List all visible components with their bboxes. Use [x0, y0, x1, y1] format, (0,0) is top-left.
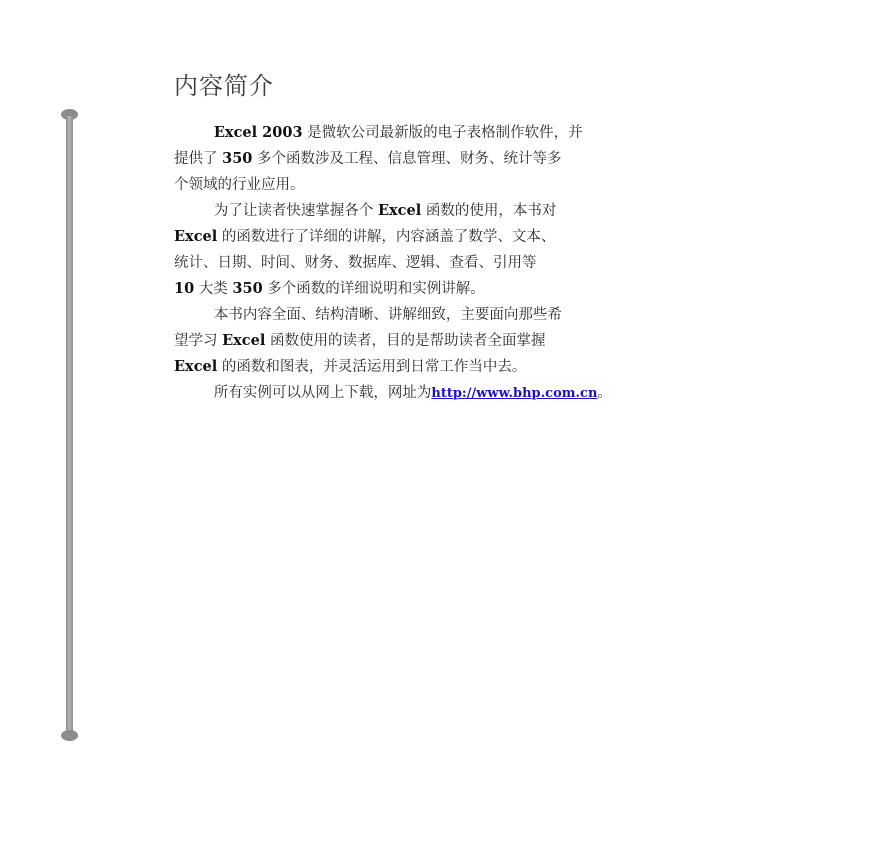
text-run: 多个函数的详细说明和实例讲解。: [262, 281, 485, 297]
paragraph-line: [174, 146, 786, 172]
paragraph-line: 个领域的行业应用。: [174, 177, 305, 193]
category-count: 10: [174, 280, 195, 297]
decorative-vertical-rail: [66, 116, 73, 736]
function-count: 350: [232, 280, 263, 297]
paragraph-1: [174, 120, 786, 198]
text-run: 大类: [194, 281, 233, 297]
page-title: 内容简介: [174, 72, 274, 100]
paragraph-line: [174, 224, 786, 250]
product-name: Excel: [222, 332, 266, 349]
text-run: 提供了: [174, 151, 223, 167]
function-count: 350: [222, 150, 253, 167]
product-name: Excel: [174, 358, 218, 375]
paragraph-2: [174, 198, 786, 302]
paragraph-line: [174, 198, 786, 224]
paragraph-line: 本书内容全面、结构清晰、讲解细致，主要面向那些希: [213, 307, 562, 323]
text-run: 望学习: [174, 333, 223, 349]
paragraph-line: [174, 328, 786, 354]
text-run: 多个函数涉及工程、信息管理、财务、统计等多: [252, 151, 562, 167]
text-run: 函数使用的读者，目的是帮助读者全面掌握: [265, 333, 546, 349]
rail-bottom-cap: [61, 730, 78, 741]
intro-body: [174, 120, 786, 407]
text-run: 是微软公司最新版的电子表格制作软件，并: [302, 125, 583, 141]
text-run: 的函数进行了详细的讲解，内容涵盖了数学、文本、: [217, 229, 556, 245]
product-name: Excel: [174, 228, 218, 245]
paragraph-line: 统计、日期、时间、财务、数据库、逻辑、查看、引用等: [174, 255, 537, 271]
paragraph-line: [174, 380, 786, 407]
paragraph-line: [174, 120, 786, 146]
paragraph-line: [174, 354, 786, 380]
text-run: 为了让读者快速掌握各个: [213, 203, 378, 219]
text-run: 所有实例可以从网上下载，网址为: [213, 385, 432, 401]
paragraph-line: [174, 276, 786, 302]
paragraph-3: [174, 302, 786, 380]
product-name: Excel: [377, 202, 422, 219]
text-run: 的函数和图表，并灵活运用到日常工作当中去。: [217, 359, 527, 375]
paragraph-4: [174, 380, 786, 407]
text-run: 函数的使用，本书对: [421, 203, 557, 219]
product-name: Excel 2003: [213, 124, 303, 141]
download-link[interactable]: http://www.bhp.com.cn: [431, 386, 598, 401]
text-run: 。: [597, 385, 612, 401]
